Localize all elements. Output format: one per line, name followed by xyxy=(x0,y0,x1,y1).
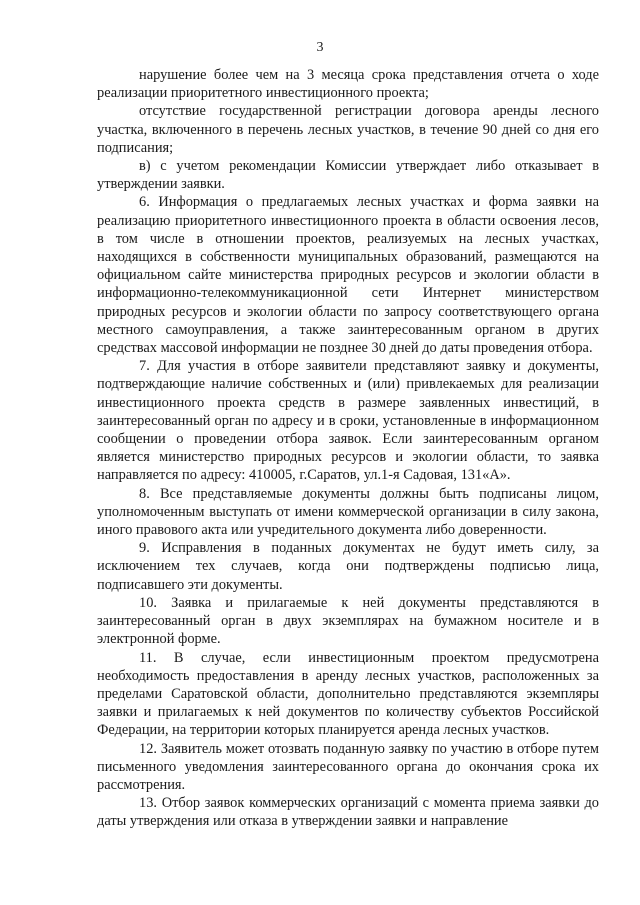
paragraph-10-copies: 10. Заявка и прилагаемые к ней документы представляются в заинтересованный орган в двух экземплярах на бумажном носителе и в электронной форме. xyxy=(97,594,599,648)
paragraph-no-registration: отсутствие государственной регистрации договора аренды лесного участка, включенного в перечень лесных участков, в течение 90 дней со дня его подписания; xyxy=(97,103,599,156)
paragraph-8-signatures: 8. Все представляемые документы должны быть подписаны лицом, уполномоченным выступать от имени коммерческой организации в силу закона, иного правового акта или учредительного документа либо доверенности. xyxy=(97,485,599,539)
paragraph-violation-report: нарушение более чем на 3 месяца срока представления отчета о ходе реализации приоритетного инвестиционного проекта; xyxy=(97,67,599,102)
page-number: 3 xyxy=(316,40,324,55)
paragraph-13-selection: 13. Отбор заявок коммерческих организаций с момента приема заявки до даты утверждения или отказа в утверждении заявки и направление xyxy=(97,795,599,830)
paragraph-commission-decision: в) с учетом рекомендации Комиссии утверждает либо отказывает в утверждении заявки. xyxy=(97,158,599,193)
paragraph-12-withdrawal: 12. Заявитель может отозвать поданную заявку по участию в отборе путем письменного уведомления заинтересованного органа до окончания срока их рассмотрения. xyxy=(97,740,599,793)
document-body xyxy=(97,66,599,831)
paragraph-7-participation: 7. Для участия в отборе заявители представляют заявку и документы, подтверждающие наличие собственных и (или) привлекаемых для реализации инвестиционного проекта средств в размере заявленных инвестиций, в заинтересованный орган по адресу и в сроки, установленные в информационном сообщении о проведении отбора заявок. Если заинтересованным органом является министерство природных ресурсов и экологии области, то заявка направляется по адресу: 410005, г.Саратов, ул.1-я Садовая, 131«А». xyxy=(97,358,599,484)
paragraph-9-corrections: 9. Исправления в поданных документах не будут иметь силу, за исключением тех случаев, когда они подтверждены подписью лица, подписавшего эти документы. xyxy=(97,540,599,593)
paragraph-6-information: 6. Информация о предлагаемых лесных участках и форма заявки на реализацию приоритетного инвестиционного проекта в области освоения лесов, в том числе в отношении проектов, реализуемых на лесных участках, находящихся в собственности муниципальных образований, размещаются на официальном сайте министерства природных ресурсов и экологии области в информационно-телекоммуникационной сети Интернет министерством природных ресурсов и экологии области по запросу соответствующего органа местного самоуправления, а также заинтересованным органом в других средствах массовой информации не позднее 30 дней до даты проведения отбора. xyxy=(97,194,599,357)
paragraph-11-outside-region: 11. В случае, если инвестиционным проектом предусмотрена необходимость предоставления в аренду лесных участков, расположенных за пределами Саратовской области, дополнительно представляются экземпляры заявки и прилагаемых к ней документов по количеству субъектов Российской Федерации, на территории которых планируется аренда лесных участков. xyxy=(97,649,599,739)
